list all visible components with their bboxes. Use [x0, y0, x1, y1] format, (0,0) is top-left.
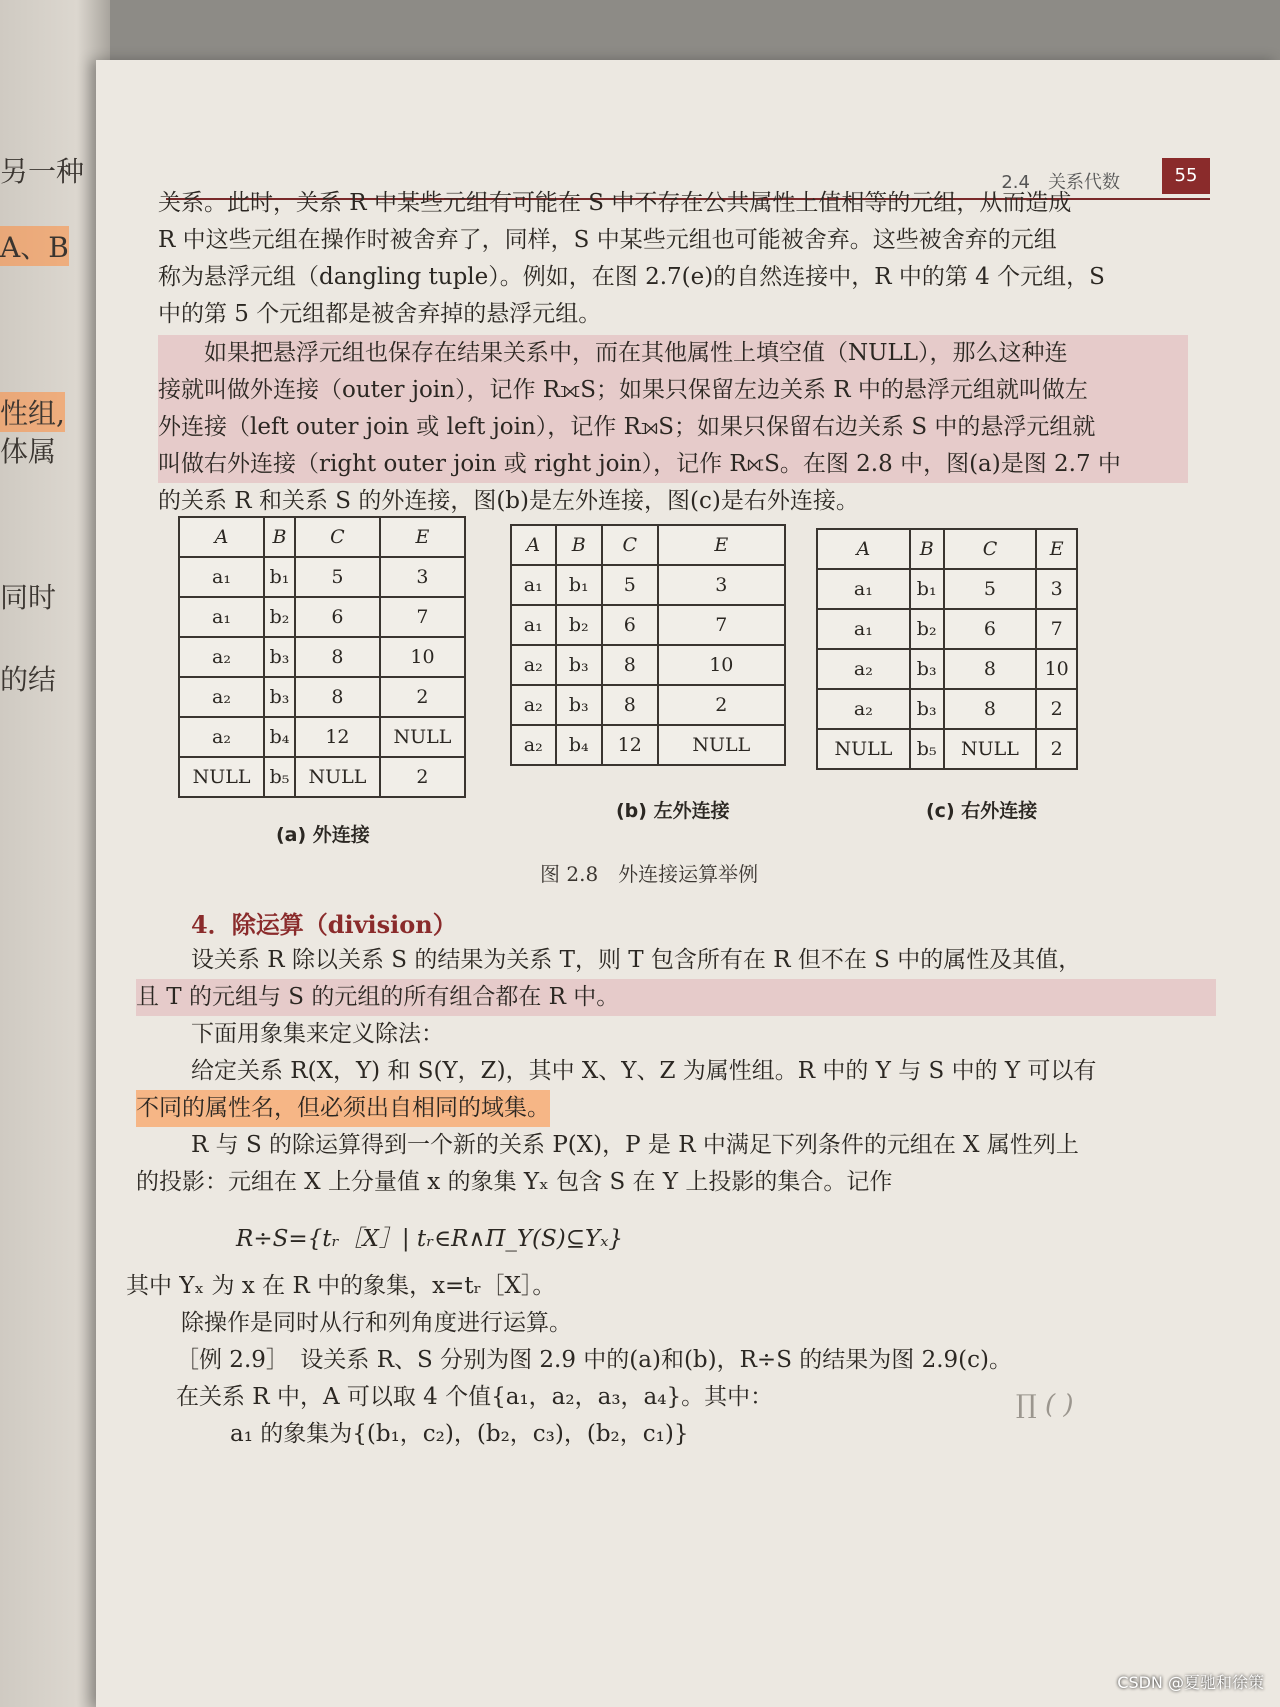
table-cell: 2 [1036, 729, 1077, 769]
table-cell: b₂ [556, 605, 602, 645]
column-header: E [1036, 529, 1077, 569]
table-row [511, 645, 785, 685]
table-row [179, 557, 465, 597]
table-row [817, 689, 1077, 729]
table-cell: b₂ [264, 597, 295, 637]
table-cell: 2 [658, 685, 785, 725]
table-cell: NULL [658, 725, 785, 765]
table-cell: b₃ [264, 637, 295, 677]
table-row [511, 565, 785, 605]
division-formula: R÷S={tᵣ［X］| tᵣ∈R∧Π_Y(S)⊆Yₓ} [236, 1226, 624, 1252]
text-line: 中的第 5 个元组都是被舍弃掉的悬浮元组。 [158, 301, 602, 327]
table-cell: b₄ [264, 717, 295, 757]
table-cell: 7 [1036, 609, 1077, 649]
column-header: E [380, 517, 465, 557]
paragraph-dangling-tuple [158, 185, 1188, 333]
table-row [179, 637, 465, 677]
table-cell: NULL [944, 729, 1037, 769]
table-cell: b₂ [910, 609, 944, 649]
table-cell: NULL [295, 757, 380, 797]
table-cell: a₂ [511, 685, 556, 725]
table-cell: a₁ [179, 597, 264, 637]
table-header-row [179, 517, 465, 557]
table-row [511, 725, 785, 765]
text-line: 其中 Yₓ 为 x 在 R 中的象集，x=tᵣ［X］。 [126, 1273, 556, 1299]
column-header: A [511, 525, 556, 565]
table-row [179, 757, 465, 797]
table-row [817, 649, 1077, 689]
table-cell: 8 [295, 677, 380, 717]
table-cell: 5 [944, 569, 1037, 609]
left-page-fragment: 同时 [0, 581, 57, 614]
table-header-row [511, 525, 785, 565]
table-row [817, 569, 1077, 609]
text-line: 接就叫做外连接（outer join），记作 R⟗S；如果只保留左边关系 R 中的悬浮元组就叫做左 [158, 372, 1188, 409]
table-caption-b: (b) 左外连接 [616, 800, 730, 822]
table-cell: b₁ [556, 565, 602, 605]
table-cell: a₂ [179, 717, 264, 757]
table-cell: 8 [602, 685, 658, 725]
table-cell: 5 [602, 565, 658, 605]
table-cell: a₁ [511, 565, 556, 605]
table-cell: a₂ [511, 645, 556, 685]
running-title: 2.4 关系代数 [1001, 172, 1120, 193]
text-line: ［例 2.9］ 设关系 R、S 分别为图 2.9 中的(a)和(b)，R÷S 的结果为图 2.9(c)。 [176, 1347, 1012, 1373]
watermark: CSDN @夏驰和徐策 [1117, 1673, 1264, 1692]
table-cell: 10 [380, 637, 465, 677]
column-header: A [817, 529, 910, 569]
table-cell: 8 [944, 689, 1037, 729]
table-cell: b₃ [264, 677, 295, 717]
table-left-outer-join [510, 524, 786, 766]
column-header: C [944, 529, 1037, 569]
table-caption-a: (a) 外连接 [276, 824, 370, 846]
paragraph-division [136, 942, 1216, 1201]
table-cell: 12 [602, 725, 658, 765]
table-caption-c: (c) 右外连接 [926, 800, 1038, 822]
table-cell: NULL [380, 717, 465, 757]
table-cell: a₂ [179, 677, 264, 717]
table-cell: 6 [602, 605, 658, 645]
table-cell: b₅ [264, 757, 295, 797]
text-line: 称为悬浮元组（dangling tuple）。例如，在图 2.7(e)的自然连接中，R 中的第 4 个元组，S [158, 264, 1105, 290]
text-line: 下面用象集来定义除法： [191, 1021, 444, 1047]
left-page-fragment: 性组, [0, 392, 65, 432]
paragraph-example [126, 1268, 1216, 1453]
table-cell: 2 [380, 757, 465, 797]
text-line: 设关系 R 除以关系 S 的结果为关系 T，则 T 包含所有在 R 但不在 S 中的属性及其值， [191, 947, 1082, 973]
table-cell: a₂ [511, 725, 556, 765]
text-line: 关系。此时，关系 R 中某些元组有可能在 S 中不存在公共属性上值相等的元组，从而造成 [158, 190, 1072, 216]
table-cell: 12 [295, 717, 380, 757]
table-cell: b₃ [910, 689, 944, 729]
table-cell: b₅ [910, 729, 944, 769]
book-page [96, 60, 1280, 1707]
table-cell: 8 [602, 645, 658, 685]
table-cell: 7 [380, 597, 465, 637]
text-line: 不同的属性名，但必须出自相同的域集。 [136, 1090, 550, 1127]
table-cell: a₂ [179, 637, 264, 677]
table-cell: 8 [295, 637, 380, 677]
table-cell: b₃ [910, 649, 944, 689]
column-header: E [658, 525, 785, 565]
text-line: 叫做右外连接（right outer join 或 right join），记作 R⟖S。在图 2.8 中，图(a)是图 2.7 中 [158, 446, 1188, 483]
table-cell: a₁ [817, 569, 910, 609]
table-right-outer-join [816, 528, 1078, 770]
column-header: C [295, 517, 380, 557]
table-cell: 10 [1036, 649, 1077, 689]
table-row [179, 717, 465, 757]
table-cell: b₁ [910, 569, 944, 609]
text-line: 的关系 R 和关系 S 的外连接，图(b)是左外连接，图(c)是右外连接。 [158, 488, 859, 514]
figure-caption: 图 2.8 外连接运算举例 [540, 862, 759, 886]
table-row [817, 729, 1077, 769]
table-cell: 3 [658, 565, 785, 605]
table-cell: b₃ [556, 645, 602, 685]
column-header: B [910, 529, 944, 569]
table-row [511, 605, 785, 645]
table-cell: a₁ [179, 557, 264, 597]
text-line: R 中这些元组在操作时被舍弃了，同样，S 中某些元组也可能被舍弃。这些被舍弃的元组 [158, 227, 1057, 253]
left-page-fragment: 体属 [0, 435, 57, 468]
table-cell: NULL [179, 757, 264, 797]
table-cell: NULL [817, 729, 910, 769]
table-cell: b₄ [556, 725, 602, 765]
section-heading: 4．除运算（division） [191, 910, 457, 939]
table-cell: 2 [380, 677, 465, 717]
left-page-edge [0, 0, 110, 1707]
left-page-fragment: 另一种 [0, 155, 85, 188]
table-cell: 7 [658, 605, 785, 645]
table-cell: a₂ [817, 689, 910, 729]
left-page-fragment: 的结 [0, 663, 57, 696]
table-header-row [817, 529, 1077, 569]
table-cell: a₁ [511, 605, 556, 645]
table-cell: 6 [944, 609, 1037, 649]
table-outer-join [178, 516, 466, 798]
table-cell: b₁ [264, 557, 295, 597]
text-line: 的投影：元组在 X 上分量值 x 的象集 Yₓ 包含 S 在 Y 上投影的集合。记作 [136, 1169, 893, 1195]
page-number: 55 [1162, 158, 1210, 194]
table-row [511, 685, 785, 725]
column-header: C [602, 525, 658, 565]
text-line: 除操作是同时从行和列角度进行运算。 [181, 1310, 572, 1336]
table-cell: 3 [1036, 569, 1077, 609]
text-line: 且 T 的元组与 S 的元组的所有组合都在 R 中。 [136, 979, 1216, 1016]
text-line: R 与 S 的除运算得到一个新的关系 P(X)，P 是 R 中满足下列条件的元组在 X 属性列上 [191, 1132, 1079, 1158]
table-cell: a₂ [817, 649, 910, 689]
column-header: A [179, 517, 264, 557]
table-row [179, 597, 465, 637]
table-cell: 2 [1036, 689, 1077, 729]
table-cell: 8 [944, 649, 1037, 689]
table-row [817, 609, 1077, 649]
column-header: B [556, 525, 602, 565]
text-line: 如果把悬浮元组也保存在结果关系中，而在其他属性上填空值（NULL），那么这种连 [158, 335, 1188, 372]
left-page-fragment: A、B [0, 226, 69, 266]
table-cell: 3 [380, 557, 465, 597]
table-cell: 5 [295, 557, 380, 597]
text-line: 在关系 R 中，A 可以取 4 个值{a₁，a₂，a₃，a₄}。其中： [176, 1384, 774, 1410]
text-line: 给定关系 R(X，Y) 和 S(Y，Z)，其中 X、Y、Z 为属性组。R 中的 Y 与 S 中的 Y 可以有 [191, 1058, 1097, 1084]
column-header: B [264, 517, 295, 557]
pencil-annotation: ∏ ( ) [1016, 1390, 1074, 1420]
table-cell: 10 [658, 645, 785, 685]
table-row [179, 677, 465, 717]
table-cell: a₁ [817, 609, 910, 649]
text-line: a₁ 的象集为{(b₁，c₂)，(b₂，c₃)，(b₂，c₁)} [230, 1421, 689, 1447]
table-cell: b₃ [556, 685, 602, 725]
paragraph-outer-join [158, 335, 1188, 520]
table-cell: 6 [295, 597, 380, 637]
text-line: 外连接（left outer join 或 left join），记作 R⟕S；如果只保留右边关系 S 中的悬浮元组就 [158, 409, 1188, 446]
